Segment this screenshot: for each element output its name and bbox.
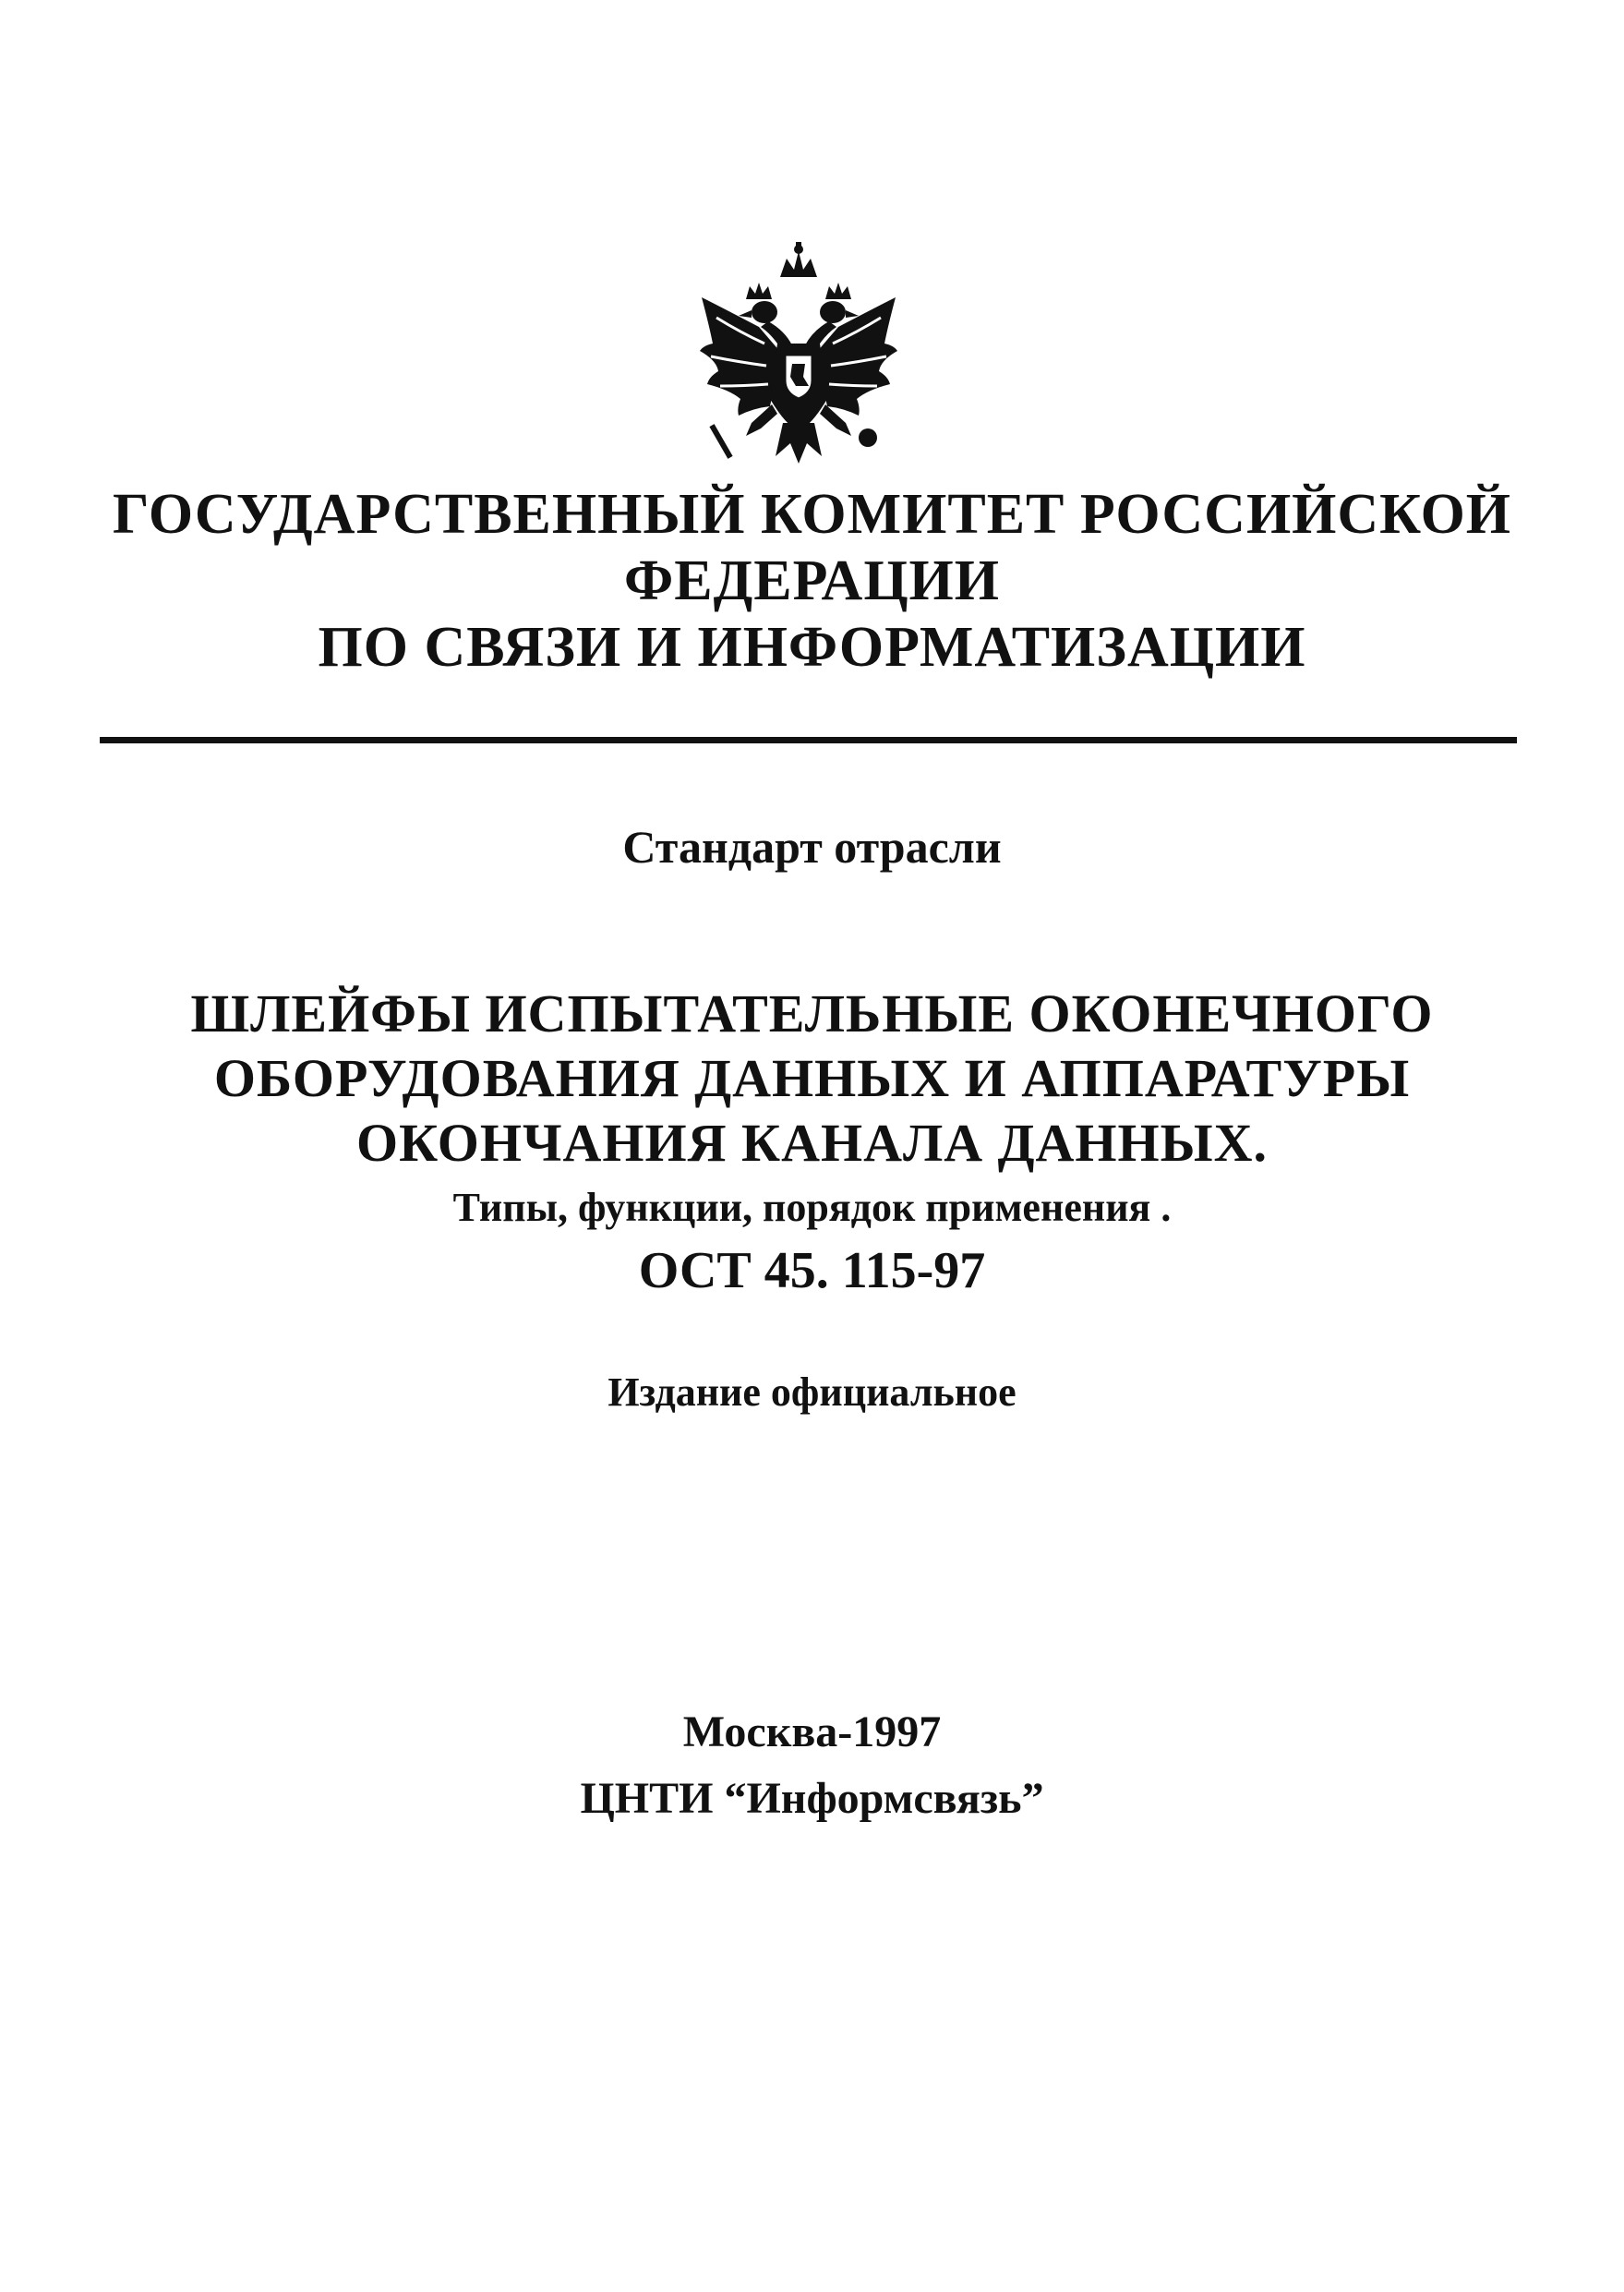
document-code: ОСТ 45. 115-97 [638,1242,986,1299]
document-title-line-2: ОБОРУДОВАНИЯ ДАННЫХ И АППАРАТУРЫ [213,1048,1411,1108]
coat-of-arms-icon [692,242,905,464]
agency-line-3: ПО СВЯЗИ И ИНФОРМАТИЗАЦИИ [318,616,1306,679]
edition-label: Издание официальное [607,1369,1017,1415]
document-subtitle: Типы, функции, порядок применения . [452,1185,1172,1230]
document-title-line-3: ОКОНЧАНИЯ КАНАЛА ДАННЫХ. [356,1113,1268,1173]
header-divider [100,737,1517,743]
document-title-line-1: ШЛЕЙФЫ ИСПЫТАТЕЛЬНЫЕ ОКОНЕЧНОГО [190,983,1434,1043]
standard-type-label: Стандарт отрасли [622,821,1002,873]
imprint-place-year: Москва-1997 [682,1707,942,1756]
agency-line-2: ФЕДЕРАЦИИ [623,549,1000,612]
agency-line-1: ГОСУДАРСТВЕННЫЙ КОМИТЕТ РОССИЙСКОЙ [112,483,1512,546]
imprint-publisher: ЦНТИ “Информсвязь” [580,1774,1044,1823]
